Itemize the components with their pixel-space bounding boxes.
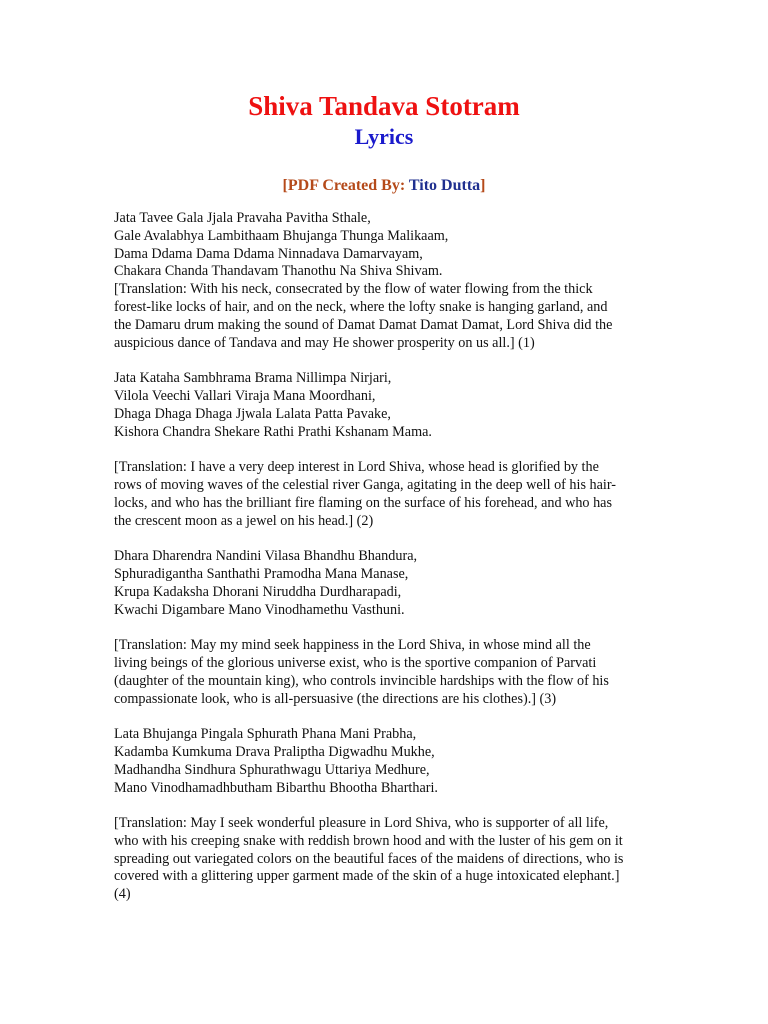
verse-line: Madhandha Sindhura Sphurathwagu Uttariya Medhure, [114, 761, 430, 778]
verse-2 [114, 370, 644, 441]
translation-line: [Translation: May my mind seek happiness in the Lord Shiva, in whose mind all the [114, 637, 591, 654]
verse-line: Lata Bhujanga Pingala Sphurath Phana Mani Prabha, [114, 726, 417, 743]
verse-line: Gale Avalabhya Lambithaam Bhujanga Thunga Malikaam, [114, 227, 449, 244]
page-title: Shiva Tandava Stotram [248, 91, 520, 121]
verse-line: Mano Vinodhamadhbutham Bibarthu Bhootha Bharthari. [114, 779, 438, 796]
credit-line [0, 176, 768, 196]
verse-line: Vilola Veechi Vallari Viraja Mana Moordhani, [114, 387, 376, 404]
verse-line: Krupa Kadaksha Dhorani Niruddha Durdharapadi, [114, 583, 402, 600]
translation-line: covered with a glittering upper garment made of the skin of a huge intoxicated elephant.] [114, 868, 620, 885]
translation-line: locks, and who has the brilliant fire flaming on the surface of his forehead, and who has [114, 494, 612, 511]
translation-line: [Translation: May I seek wonderful pleasure in Lord Shiva, who is supporter of all life, [114, 815, 609, 832]
verse-line: Kadamba Kumkuma Drava Praliptha Digwadhu Mukhe, [114, 743, 435, 760]
verse-line: Jata Kataha Sambhrama Brama Nillimpa Nirjari, [114, 370, 392, 387]
verse-3 [114, 548, 644, 619]
translation-line: rows of moving waves of the celestial river Ganga, agitating in the deep well of his hair- [114, 476, 617, 493]
translation-line: compassionate look, who is all-persuasive (the directions are his clothes).] (3) [114, 690, 557, 707]
lyrics-body [114, 210, 644, 922]
credit-suffix: ] [480, 177, 486, 194]
translation-4 [114, 815, 644, 904]
verse-line: Sphuradigantha Santhathi Pramodha Mana Manase, [114, 565, 409, 582]
translation-line: spreading out variegated colors on the beautiful faces of the maidens of directions, who is [114, 850, 624, 867]
translation-line: [Translation: I have a very deep interest in Lord Shiva, whose head is glorified by the [114, 459, 599, 476]
translation-line: auspicious dance of Tandava and may He shower prosperity on us all.] (1) [114, 334, 535, 351]
translation-line: who with his creeping snake with reddish brown hood and with the luster of his gem on it [114, 832, 623, 849]
credit-author: Tito Dutta [408, 177, 481, 194]
credit-prefix: [PDF Created By: [282, 177, 409, 194]
translation-line: forest-like locks of hair, and on the neck, where the lofty snake is hanging garland, and [114, 298, 608, 315]
translation-2 [114, 459, 644, 530]
translation-line: living beings of the glorious universe exist, who is the sportive companion of Parvati [114, 654, 597, 671]
page-subtitle: Lyrics [354, 124, 414, 149]
translation-3 [114, 637, 644, 708]
translation-line: (daughter of the mountain king), who controls invincible hardships with the flow of his [114, 672, 609, 689]
translation-line: the crescent moon as a jewel on his head.] (2) [114, 512, 374, 529]
verse-line: Chakara Chanda Thandavam Thanothu Na Shiva Shivam. [114, 263, 443, 280]
verse-line: Jata Tavee Gala Jjala Pravaha Pavitha Sthale, [114, 210, 371, 226]
verse-4 [114, 726, 644, 797]
verse-line: Dhaga Dhaga Dhaga Jjwala Lalata Patta Pavake, [114, 405, 391, 422]
translation-line: the Damaru drum making the sound of Damat Damat Damat Damat, Lord Shiva did the [114, 316, 613, 333]
verse-line: Dama Ddama Dama Ddama Ninnadava Damarvayam, [114, 245, 423, 262]
translation-line: [Translation: With his neck, consecrated by the flow of water flowing from the thick [114, 281, 593, 298]
translation-line: (4) [114, 886, 131, 903]
verse-line: Kishora Chandra Shekare Rathi Prathi Kshanam Mama. [114, 423, 432, 440]
verse-line: Dhara Dharendra Nandini Vilasa Bhandhu Bhandura, [114, 548, 418, 565]
verse-1 [114, 210, 644, 352]
verse-line: Kwachi Digambare Mano Vinodhamethu Vasthuni. [114, 601, 405, 618]
